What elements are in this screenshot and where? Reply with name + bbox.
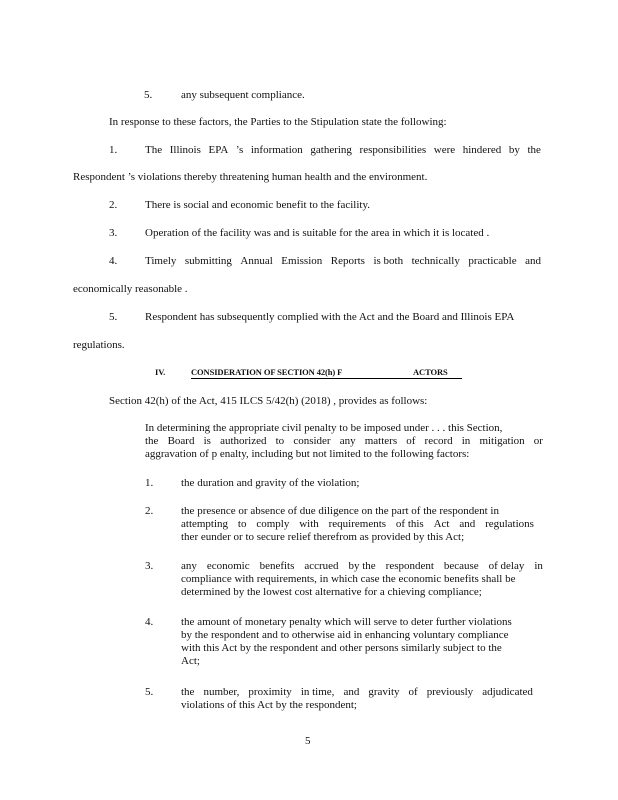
word: benefits	[259, 560, 295, 572]
word: consider	[293, 435, 331, 447]
factor-3-number: 3.	[145, 560, 154, 572]
word: Emission	[281, 255, 323, 267]
word: in	[534, 560, 543, 572]
response-1-number: 1.	[109, 144, 118, 156]
word: gathering	[310, 144, 352, 156]
word: and	[343, 686, 360, 698]
word: in	[461, 435, 471, 447]
intro-item-number: 5.	[144, 89, 153, 101]
word: requirements	[328, 518, 387, 530]
word: were	[433, 144, 456, 156]
response-intro: In response to these factors, the Parties to the Stipulation state the following:	[109, 116, 447, 128]
word: is both	[373, 255, 404, 267]
factor-1-number: 1.	[145, 477, 154, 489]
word: Timely	[145, 255, 177, 267]
response-4-line2: economically reasonable .	[73, 283, 188, 295]
factor-3-line2: compliance with requirements, in which case the economic benefits shall be	[181, 573, 516, 585]
word: mitigation	[479, 435, 525, 447]
factor-1-line: the duration and gravity of the violation;	[181, 477, 360, 489]
quote-line3: aggravation of p enalty, including but not limited to the following factors:	[145, 448, 470, 460]
section-title-tail: ACTORS	[413, 367, 448, 377]
section-title: CONSIDERATION OF SECTION 42(h) F	[191, 367, 343, 377]
word: The	[145, 144, 163, 156]
factor-5-line1	[181, 686, 533, 699]
word: the	[181, 686, 195, 698]
word: Reports	[330, 255, 365, 267]
word: ’s	[235, 144, 244, 156]
word: EPA	[208, 144, 229, 156]
word: any	[339, 435, 356, 447]
response-1-line2: Respondent ’s violations thereby threatening human health and the environment.	[73, 171, 428, 183]
word: in time,	[300, 686, 335, 698]
word: and	[525, 255, 541, 267]
word: the	[145, 435, 159, 447]
word: hindered	[462, 144, 502, 156]
factor-3-line3: determined by the lowest cost alternative for a chieving compliance;	[181, 586, 482, 598]
word: Board	[167, 435, 195, 447]
word: because	[443, 560, 479, 572]
word: is	[203, 435, 211, 447]
word: to	[275, 435, 285, 447]
word: proximity	[248, 686, 292, 698]
word: submitting	[184, 255, 232, 267]
factor-2-line2	[181, 518, 534, 531]
factor-4-line2: by the respondent and to otherwise aid in enhancing voluntary compliance	[181, 629, 509, 641]
factor-4-line1: the amount of monetary penalty which will serve to deter further violations	[181, 616, 512, 628]
section-intro: Section 42(h) of the Act, 415 ILCS 5/42(h) (2018) , provides as follows:	[109, 395, 428, 407]
response-5-line2: regulations.	[73, 339, 125, 351]
word: economic	[206, 560, 250, 572]
factor-4-line3: with this Act by the respondent and other persons similarly subject to the	[181, 642, 502, 654]
word: of delay	[488, 560, 525, 572]
factor-2-number: 2.	[145, 505, 154, 517]
word: by the	[348, 560, 376, 572]
word: adjudicated	[482, 686, 533, 698]
word: information	[250, 144, 303, 156]
word: record	[424, 435, 453, 447]
page-number: 5	[305, 735, 311, 747]
word: any	[181, 560, 197, 572]
word: of	[408, 686, 418, 698]
response-3-text: Operation of the facility was and is suitable for the area in which it is located .	[145, 227, 490, 239]
factor-2-line3: ther eunder or to secure relief therefrom as provided by this Act;	[181, 531, 465, 543]
response-4-line1	[145, 255, 541, 268]
response-1-line1	[145, 144, 541, 157]
word: comply	[256, 518, 290, 530]
word: responsibilities	[359, 144, 427, 156]
word: to	[237, 518, 247, 530]
word: by	[508, 144, 520, 156]
word: accrued	[304, 560, 339, 572]
word: matters	[364, 435, 398, 447]
word: authorized	[220, 435, 267, 447]
word: attempting	[181, 518, 229, 530]
response-5-line1: Respondent has subsequently complied with the Act and the Board and Illinois EPA	[145, 311, 515, 323]
response-2-number: 2.	[109, 199, 118, 211]
quote-line1: In determining the appropriate civil penalty to be imposed under . . . this Section,	[145, 422, 503, 434]
word: regulations	[485, 518, 534, 530]
word: respondent	[385, 560, 434, 572]
word: or	[533, 435, 543, 447]
word: the	[527, 144, 541, 156]
factor-5-line2: violations of this Act by the respondent;	[181, 699, 357, 711]
factor-4-line4: Act;	[181, 655, 200, 667]
factor-2-line1: the presence or absence of due diligence on the part of the respondent in	[181, 505, 499, 517]
quote-line2	[145, 435, 543, 448]
factor-3-line1	[181, 560, 543, 573]
word: Act	[433, 518, 450, 530]
section-title-underline	[191, 378, 462, 379]
intro-item-text: any subsequent compliance.	[181, 89, 305, 101]
response-2-text: There is social and economic benefit to the facility.	[145, 199, 371, 211]
word: technically	[411, 255, 460, 267]
response-5-number: 5.	[109, 311, 118, 323]
word: practicable	[468, 255, 517, 267]
response-4-number: 4.	[109, 255, 118, 267]
word: previously	[426, 686, 474, 698]
word: and	[459, 518, 476, 530]
word: Annual	[240, 255, 273, 267]
section-number: IV.	[155, 367, 166, 377]
word: with	[299, 518, 319, 530]
word: number,	[203, 686, 240, 698]
word: of	[406, 435, 416, 447]
word: Illinois	[169, 144, 201, 156]
response-3-number: 3.	[109, 227, 118, 239]
word: gravity	[368, 686, 400, 698]
factor-4-number: 4.	[145, 616, 154, 628]
factor-5-number: 5.	[145, 686, 154, 698]
word: of this	[395, 518, 424, 530]
